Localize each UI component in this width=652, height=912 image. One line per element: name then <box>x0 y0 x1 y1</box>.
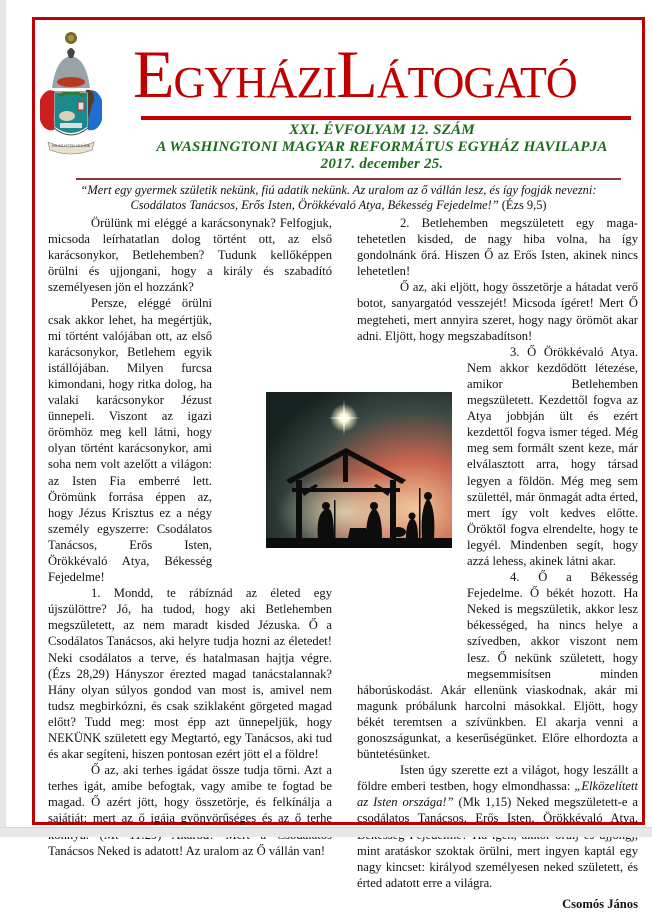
church-crest-icon <box>38 30 104 166</box>
viewer-left-margin <box>0 0 6 836</box>
closing-quote: „Elközelített az Isten országa!” <box>357 779 638 810</box>
header-divider <box>76 178 621 180</box>
issue-date: 2017. december 25. <box>320 156 444 172</box>
paragraph: Ő az, aki eljött, hogy összetörje a hátadat verő botot, sanyargatód vesszejét! Micsoda ígéret! Mert Ő megteheti, mert annyira szeret, hogy nagy örömöt akar adni. Eljött, hogy megszabadítson! <box>357 280 638 343</box>
closing-text-after: (Mk 1,15) Neked megszületett-e a csodálatos Tanácsos, Erős Isten, Örökkévaló Atya, mint aratáskor szoktak örülni, mert ingyen kaptál egy nagy kincset: királyod személyesen neked született, és érted adatott erre a világra. <box>357 795 638 890</box>
motto-line-2: Csodálatos Tanácsos, Erős Isten, Örökkévaló Atya, Békesség Fejedelme!” <box>130 198 499 212</box>
motto-reference: (Ézs 9,5) <box>498 198 547 212</box>
masthead-underline <box>141 116 631 120</box>
article-right-column <box>357 215 638 912</box>
paragraph: 1. Mondd, te rábíznád az életed egy újszülöttre? Jó, ha tudod, hogy aki Betlehemben megszületett, az nem maradt kisded Jézuska. Ő a Csodálatos Tanácsos, aki helyre tudja hozni az életedet! Neki csodálatos a terve, és hatalmasan hajtja végre. (Ézs 28,29) Hányszor érezted magad tanácstalannak? Hány olyan súlyos gondod van most is, amivel nem tudsz megbirkózni, és csak sziklaként görgeted magad előtt? Tudd meg: most épp azt ünnepeljük, hogy NEKÜNK született egy Megtartó, egy Tanácsos, aki tud és akar segíteni, hiszen pontosan ezért jött el a földre! <box>48 586 332 762</box>
author-signature: Csomós János <box>562 896 638 911</box>
nativity-illustration <box>266 392 452 548</box>
publisher-line: A WASHINGTONI MAGYAR REFORMÁTUS EGYHÁZ HAVILAPJA <box>156 139 608 155</box>
title-initial-e: E <box>133 36 174 112</box>
paragraph: Örülünk mi eléggé a karácsonynak? Felfogjuk, micsoda leírhatatlan dolog történt ott, az első karácsonykor, Betlehemben? Tudunk kellőképpen örülni és ujjongani, hogy a király és szabadító személyesen jön el hozzánk? <box>48 216 332 295</box>
title-initial-l: L <box>336 36 377 112</box>
paragraph: 4. Ő a Békesség Fejedelme. Ő békét hozott. Ha Neked is megszületik, akkor lesz békességed, ha nincs helye a szívedben, akkor viszont nem lesz. Ő nekünk született, hogy megsemmisítsen minden háborúskodást. Akár ellenünk viaskodnak, akár mi magunk próbálunk harcolni másokkal. Eljött, hogy békét teremtsen a szívünkben. El akarja venni a gonoszságunkat, a keserűségünket. Előre elhordozta a büntetésünket. <box>357 570 638 762</box>
paragraph: 3. Ő Örökkévaló Atya. Nem akkor kezdődött létezése, amikor Betlehemben megszületett. Kezdettől fogva az Atya jobbján ült és ezért kezdettől fogva ismer téged. Még meg sem formált szent keze, már elválasztott arra, hogy társad legyen a földön. Még meg sem születtél, már önmagát adta érted, mert így volt kedves előtte. Öröktől fogva elrendelte, hogy te legyél. Mindenben segít, hogy azzá lehess, akinek látni akar. <box>467 344 638 568</box>
volume-line: XXI. ÉVFOLYAM 12. SZÁM <box>289 122 475 138</box>
title-rest-1: GYHÁZI <box>173 58 337 107</box>
paragraph: Persze, eléggé örülni csak akkor lehet, ha megértjük, mi történt valójában ott, az első karácsonykor, Betlehem egyik istállójában. Milyen furcsa kimondani, hogy ritka dolog, ha valaki karácsonykor Jézust ünnepeli. Viszont az igazi örömhöz meg kell látni, hogy olyan történt karácsonykor, ami soha nem volt azelőtt a világon: az Isten Fia emberré lett. Örömünk forrása éppen az, hogy Jézus Krisztus ez a négy személy egyszerre: Csodálatos Tanácsos, Erős Isten, Örökkévaló Atya, Békesség Fejedelme! <box>48 296 212 585</box>
closing-text: Isten úgy szerette ezt a világot, hogy leszállt a földre emberi testben, hogy elmondhassa: <box>357 763 638 794</box>
masthead-title <box>133 36 636 120</box>
page-frame <box>32 17 645 911</box>
title-rest-2: ÁTOGATÓ <box>376 58 577 107</box>
scripture-motto <box>35 183 642 213</box>
paragraph: 2. Betlehemben megszületett egy maga-tehetetlen kisded, de nagy hiba volna, ha így gondolnánk őrá. Hiszen Ő az Erős Isten, akinek nincs lehetetlen! <box>357 216 638 279</box>
paragraph: Ő az, aki terhes igádat össze tudja törni. Azt a terhes igát, amibe befogtak, vagy amibe te fogtad be magad. Ő azért jött, hogy összetörje, és felkínálja a sajátját: mert az ő igája gyönyörűséges és az ő terhe Tanácsos Neked is adatott! Az uralom az Ő vállán van! <box>48 763 332 858</box>
crest-motto: HA AZ ISTEN VELÜNK <box>51 144 91 148</box>
motto-line-1: “Mert egy gyermek születik nekünk, fiú adatik nekünk. Az uralom az ő vállán lesz, és így fogják nevezni: <box>80 183 597 197</box>
